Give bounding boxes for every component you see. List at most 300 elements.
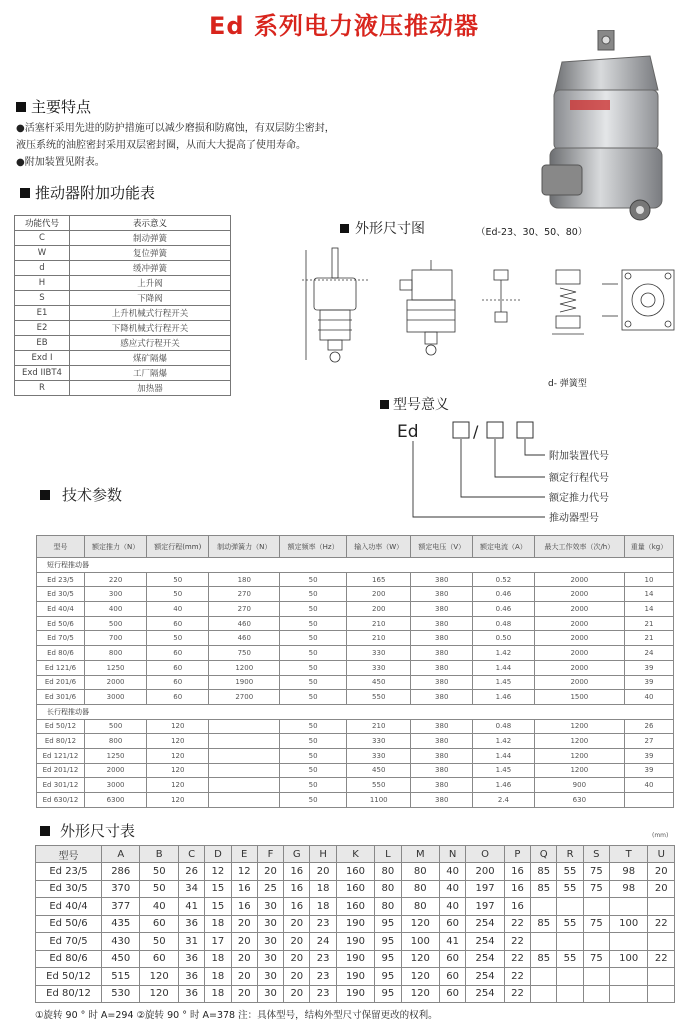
group-label: 短行程推动器 xyxy=(37,558,674,573)
column-header: T xyxy=(609,846,647,863)
value-cell: 75 xyxy=(583,880,609,898)
column-header: P xyxy=(504,846,530,863)
square-bullet-icon xyxy=(340,224,349,233)
model-cell: Ed 70/5 xyxy=(37,631,85,646)
value-cell: 100 xyxy=(401,933,439,951)
column-header: 额定电流（A） xyxy=(473,536,535,558)
value-cell: 50 xyxy=(280,778,347,793)
tech-params-heading: 技术参数 xyxy=(40,484,122,505)
value-cell: 21 xyxy=(624,616,673,631)
value-cell xyxy=(557,985,583,1003)
value-cell: 330 xyxy=(347,748,411,763)
function-meaning-cell: 工厂隔爆 xyxy=(70,366,231,381)
value-cell: 40 xyxy=(440,863,466,881)
value-cell: 380 xyxy=(411,690,473,705)
value-cell: 1.45 xyxy=(473,675,535,690)
value-cell: 39 xyxy=(624,675,673,690)
model-cell: Ed 80/12 xyxy=(36,985,102,1003)
model-cell: Ed 201/12 xyxy=(37,763,85,778)
value-cell xyxy=(609,985,647,1003)
table-row xyxy=(15,291,231,306)
value-cell: 22 xyxy=(504,968,530,986)
function-meaning-cell: 煤矿隔爆 xyxy=(70,351,231,366)
value-cell xyxy=(609,898,647,916)
value-cell: 50 xyxy=(280,631,347,646)
value-cell: 2000 xyxy=(534,675,624,690)
model-cell: Ed 80/6 xyxy=(37,646,85,661)
value-cell: 270 xyxy=(209,602,280,617)
feature-line: ●附加装置见附表。 xyxy=(16,157,105,168)
value-cell: 75 xyxy=(583,915,609,933)
value-cell: 80 xyxy=(375,880,401,898)
value-cell: 2000 xyxy=(534,616,624,631)
value-cell: 23 xyxy=(310,950,336,968)
value-cell: 98 xyxy=(609,863,647,881)
value-cell: 330 xyxy=(347,646,411,661)
column-header: M xyxy=(401,846,439,863)
value-cell: 36 xyxy=(178,968,204,986)
model-cell: Ed 30/5 xyxy=(37,587,85,602)
function-meaning-cell: 缓冲弹簧 xyxy=(70,261,231,276)
model-cell: Ed 121/12 xyxy=(37,748,85,763)
value-cell: 16 xyxy=(504,863,530,881)
column-header: 型号 xyxy=(37,536,85,558)
value-cell: 80 xyxy=(401,863,439,881)
value-cell xyxy=(609,968,647,986)
value-cell: 50 xyxy=(280,793,347,808)
value-cell: 20 xyxy=(231,968,257,986)
table-row xyxy=(15,351,231,366)
column-header: U xyxy=(648,846,675,863)
square-bullet-icon xyxy=(380,400,389,409)
value-cell: 380 xyxy=(411,719,473,734)
value-cell: 34 xyxy=(178,880,204,898)
value-cell xyxy=(531,933,557,951)
value-cell: 20 xyxy=(284,915,310,933)
column-header: G xyxy=(284,846,310,863)
function-code-cell: Exd I xyxy=(15,351,70,366)
value-cell xyxy=(209,748,280,763)
value-cell: 55 xyxy=(557,880,583,898)
value-cell: 95 xyxy=(375,968,401,986)
column-header: 重量（kg） xyxy=(624,536,673,558)
value-cell: 30 xyxy=(257,933,283,951)
function-meaning-cell: 复位弹簧 xyxy=(70,246,231,261)
value-cell: 18 xyxy=(310,898,336,916)
column-header: B xyxy=(140,846,178,863)
value-cell: 1100 xyxy=(347,793,411,808)
table-row xyxy=(37,631,674,646)
outline-drawing-heading: 外形尺寸图 xyxy=(340,218,425,238)
value-cell: 85 xyxy=(531,950,557,968)
model-cell: Ed 23/5 xyxy=(37,572,85,587)
value-cell: 380 xyxy=(411,778,473,793)
value-cell: 15 xyxy=(205,880,231,898)
value-cell: 120 xyxy=(401,985,439,1003)
value-cell xyxy=(531,968,557,986)
value-cell: 50 xyxy=(140,933,178,951)
table-row xyxy=(36,985,675,1003)
value-cell: 60 xyxy=(140,915,178,933)
value-cell: 30 xyxy=(257,898,283,916)
value-cell: 50 xyxy=(280,587,347,602)
table-row xyxy=(36,880,675,898)
value-cell: 75 xyxy=(583,863,609,881)
value-cell: 50 xyxy=(280,660,347,675)
side-view-drawing xyxy=(400,260,455,355)
table-row xyxy=(37,602,674,617)
value-cell: 630 xyxy=(534,793,624,808)
function-code-cell: H xyxy=(15,276,70,291)
column-header: 制动弹簧力（N） xyxy=(209,536,280,558)
column-header: 表示意义 xyxy=(70,216,231,231)
value-cell: 16 xyxy=(284,863,310,881)
value-cell: 160 xyxy=(336,863,374,881)
table-row xyxy=(37,763,674,778)
model-label: 额定推力代号 xyxy=(549,493,609,504)
value-cell: 50 xyxy=(280,616,347,631)
column-header: L xyxy=(375,846,401,863)
value-cell: 1.46 xyxy=(473,778,535,793)
column-header: N xyxy=(440,846,466,863)
value-cell: 30 xyxy=(257,985,283,1003)
column-header: 输入功率（W） xyxy=(347,536,411,558)
value-cell: 380 xyxy=(411,587,473,602)
value-cell: 190 xyxy=(336,950,374,968)
features-text xyxy=(16,120,536,171)
value-cell: 1.42 xyxy=(473,734,535,749)
value-cell: 200 xyxy=(347,587,411,602)
function-code-cell: C xyxy=(15,231,70,246)
column-header: O xyxy=(466,846,504,863)
value-cell: 80 xyxy=(375,898,401,916)
value-cell: 12 xyxy=(205,863,231,881)
model-cell: Ed 40/4 xyxy=(37,602,85,617)
value-cell: 55 xyxy=(557,915,583,933)
function-meaning-cell: 下降阀 xyxy=(70,291,231,306)
value-cell: 30 xyxy=(257,968,283,986)
value-cell: 120 xyxy=(147,719,209,734)
value-cell: 50 xyxy=(147,631,209,646)
value-cell: 36 xyxy=(178,915,204,933)
value-cell: 1900 xyxy=(209,675,280,690)
value-cell xyxy=(609,933,647,951)
value-cell: 1.44 xyxy=(473,660,535,675)
value-cell: 2000 xyxy=(534,646,624,661)
value-cell: 330 xyxy=(347,734,411,749)
value-cell: 20 xyxy=(231,933,257,951)
function-code-cell: W xyxy=(15,246,70,261)
value-cell: 2000 xyxy=(534,572,624,587)
column-header: E xyxy=(231,846,257,863)
table-row xyxy=(15,381,231,396)
value-cell: 210 xyxy=(347,719,411,734)
table-row xyxy=(37,660,674,675)
value-cell xyxy=(648,985,675,1003)
table-row xyxy=(37,616,674,631)
value-cell: 380 xyxy=(411,734,473,749)
value-cell: 27 xyxy=(624,734,673,749)
value-cell: 20 xyxy=(231,950,257,968)
value-cell: 22 xyxy=(504,933,530,951)
model-meaning-heading: 型号意义 xyxy=(380,394,449,414)
value-cell: 2000 xyxy=(534,660,624,675)
value-cell: 50 xyxy=(280,602,347,617)
value-cell: 16 xyxy=(504,880,530,898)
value-cell: 380 xyxy=(411,602,473,617)
value-cell: 30 xyxy=(257,950,283,968)
value-cell: 20 xyxy=(284,985,310,1003)
value-cell: 750 xyxy=(209,646,280,661)
column-header: 额定行程(mm) xyxy=(147,536,209,558)
value-cell: 2000 xyxy=(534,587,624,602)
column-header: D xyxy=(205,846,231,863)
model-label: 额定行程代号 xyxy=(549,473,609,484)
value-cell: 50 xyxy=(280,572,347,587)
group-row xyxy=(37,558,674,573)
value-cell: 85 xyxy=(531,915,557,933)
model-cell: Ed 301/12 xyxy=(37,778,85,793)
value-cell: 60 xyxy=(147,675,209,690)
value-cell: 120 xyxy=(147,778,209,793)
value-cell: 2700 xyxy=(209,690,280,705)
value-cell: 1250 xyxy=(84,660,146,675)
top-view-drawing xyxy=(602,270,674,330)
table-row xyxy=(37,572,674,587)
table-row xyxy=(15,276,231,291)
value-cell: 20 xyxy=(231,915,257,933)
value-cell: 95 xyxy=(375,985,401,1003)
value-cell: 254 xyxy=(466,985,504,1003)
table-row xyxy=(36,933,675,951)
value-cell: 190 xyxy=(336,968,374,986)
value-cell: 20 xyxy=(310,863,336,881)
value-cell: 3000 xyxy=(84,690,146,705)
value-cell xyxy=(531,985,557,1003)
value-cell: 1200 xyxy=(534,719,624,734)
function-meaning-cell: 加热器 xyxy=(70,381,231,396)
value-cell: 20 xyxy=(648,863,675,881)
function-meaning-cell: 上升机械式行程开关 xyxy=(70,306,231,321)
value-cell: 210 xyxy=(347,616,411,631)
value-cell: 14 xyxy=(624,587,673,602)
value-cell xyxy=(209,719,280,734)
value-cell: 50 xyxy=(280,748,347,763)
value-cell: 85 xyxy=(531,863,557,881)
value-cell: 14 xyxy=(624,602,673,617)
value-cell: 40 xyxy=(624,690,673,705)
model-cell: Ed 80/12 xyxy=(37,734,85,749)
value-cell: 60 xyxy=(440,950,466,968)
model-code-diagram xyxy=(395,415,675,530)
value-cell: 95 xyxy=(375,950,401,968)
value-cell xyxy=(557,968,583,986)
value-cell: 20 xyxy=(257,863,283,881)
value-cell: 700 xyxy=(84,631,146,646)
function-meaning-cell: 下降机械式行程开关 xyxy=(70,321,231,336)
model-cell: Ed 30/5 xyxy=(36,880,102,898)
square-bullet-icon xyxy=(40,826,50,836)
value-cell: 270 xyxy=(209,587,280,602)
column-header: 型号 xyxy=(36,846,102,863)
value-cell: 18 xyxy=(205,985,231,1003)
outline-dims-heading: 外形尺寸表 xyxy=(40,820,135,841)
value-cell: 430 xyxy=(102,933,140,951)
value-cell: 200 xyxy=(347,602,411,617)
value-cell: 380 xyxy=(411,748,473,763)
value-cell: 370 xyxy=(102,880,140,898)
value-cell: 85 xyxy=(531,880,557,898)
table-row xyxy=(37,734,674,749)
value-cell: 120 xyxy=(147,793,209,808)
value-cell: 26 xyxy=(178,863,204,881)
function-code-cell: Exd IIBT4 xyxy=(15,366,70,381)
value-cell: 180 xyxy=(209,572,280,587)
value-cell: 900 xyxy=(534,778,624,793)
value-cell: 1200 xyxy=(209,660,280,675)
value-cell: 2000 xyxy=(84,763,146,778)
value-cell: 120 xyxy=(147,763,209,778)
value-cell: 16 xyxy=(231,898,257,916)
value-cell: 39 xyxy=(624,748,673,763)
value-cell: 220 xyxy=(84,572,146,587)
feature-line: ●活塞杆采用先进的防护措施可以减少磨损和防腐蚀，有双层防尘密封， xyxy=(16,123,335,134)
function-meaning-cell: 上升阀 xyxy=(70,276,231,291)
value-cell: 60 xyxy=(440,968,466,986)
value-cell: 100 xyxy=(609,915,647,933)
value-cell: 50 xyxy=(140,863,178,881)
value-cell: 60 xyxy=(140,950,178,968)
value-cell: 165 xyxy=(347,572,411,587)
function-meaning-cell: 制动弹簧 xyxy=(70,231,231,246)
value-cell: 50 xyxy=(280,763,347,778)
value-cell xyxy=(209,734,280,749)
model-cell: Ed 50/12 xyxy=(37,719,85,734)
model-label: 推动器型号 xyxy=(549,513,599,524)
value-cell: 75 xyxy=(583,950,609,968)
value-cell: 20 xyxy=(231,985,257,1003)
table-row xyxy=(15,366,231,381)
table-row xyxy=(36,863,675,881)
table-row xyxy=(37,587,674,602)
square-bullet-icon xyxy=(20,188,30,198)
value-cell: 120 xyxy=(401,968,439,986)
value-cell: 380 xyxy=(411,793,473,808)
value-cell: 0.46 xyxy=(473,587,535,602)
value-cell: 530 xyxy=(102,985,140,1003)
column-header: H xyxy=(310,846,336,863)
value-cell: 380 xyxy=(411,616,473,631)
value-cell xyxy=(583,898,609,916)
value-cell: 2000 xyxy=(84,675,146,690)
value-cell: 120 xyxy=(401,950,439,968)
tech-params-table xyxy=(36,535,674,808)
value-cell: 450 xyxy=(347,763,411,778)
value-cell: 0.52 xyxy=(473,572,535,587)
function-table-heading: 推动器附加功能表 xyxy=(20,182,155,203)
value-cell: 41 xyxy=(440,933,466,951)
value-cell: 40 xyxy=(140,898,178,916)
spring-type-caption: d- 弹簧型 xyxy=(548,379,587,389)
value-cell: 120 xyxy=(140,968,178,986)
value-cell: 380 xyxy=(411,763,473,778)
value-cell xyxy=(648,933,675,951)
value-cell xyxy=(583,968,609,986)
column-header: 额定推力（N） xyxy=(84,536,146,558)
model-cell: Ed 80/6 xyxy=(36,950,102,968)
value-cell: 50 xyxy=(280,646,347,661)
model-cell: Ed 201/6 xyxy=(37,675,85,690)
column-header: S xyxy=(583,846,609,863)
value-cell: 1250 xyxy=(84,748,146,763)
function-table xyxy=(14,215,231,396)
value-cell: 50 xyxy=(280,734,347,749)
outline-drawing-note: （Ed-23、30、50、80） xyxy=(476,227,588,238)
table-row xyxy=(15,306,231,321)
value-cell: 435 xyxy=(102,915,140,933)
value-cell: 80 xyxy=(401,898,439,916)
square-bullet-icon xyxy=(16,102,26,112)
value-cell: 22 xyxy=(504,950,530,968)
value-cell: 800 xyxy=(84,646,146,661)
value-cell: 550 xyxy=(347,690,411,705)
value-cell: 50 xyxy=(147,587,209,602)
value-cell: 380 xyxy=(411,572,473,587)
table-row xyxy=(36,968,675,986)
table-row xyxy=(15,231,231,246)
value-cell: 160 xyxy=(336,880,374,898)
square-bullet-icon xyxy=(40,490,50,500)
table-row xyxy=(36,950,675,968)
value-cell: 0.46 xyxy=(473,602,535,617)
table-row xyxy=(15,321,231,336)
model-cell: Ed 70/5 xyxy=(36,933,102,951)
table-row xyxy=(37,690,674,705)
value-cell: 3000 xyxy=(84,778,146,793)
value-cell xyxy=(557,898,583,916)
value-cell: 24 xyxy=(624,646,673,661)
value-cell: 1200 xyxy=(534,748,624,763)
table-row xyxy=(37,778,674,793)
value-cell: 25 xyxy=(257,880,283,898)
model-label: 附加装置代号 xyxy=(549,451,609,462)
value-cell: 500 xyxy=(84,719,146,734)
spring-detail-drawing xyxy=(552,270,584,334)
model-cell: Ed 23/5 xyxy=(36,863,102,881)
value-cell: 18 xyxy=(310,880,336,898)
column-header: 最大工作效率（次/h） xyxy=(534,536,624,558)
function-meaning-cell: 感应式行程开关 xyxy=(70,336,231,351)
value-cell: 330 xyxy=(347,660,411,675)
group-row xyxy=(37,704,674,719)
value-cell: 50 xyxy=(147,572,209,587)
value-cell: 50 xyxy=(280,719,347,734)
value-cell: 24 xyxy=(310,933,336,951)
value-cell: 40 xyxy=(440,880,466,898)
value-cell: 22 xyxy=(504,915,530,933)
value-cell: 40 xyxy=(147,602,209,617)
value-cell: 460 xyxy=(209,631,280,646)
value-cell: 17 xyxy=(205,933,231,951)
value-cell: 200 xyxy=(466,863,504,881)
outline-dims-table xyxy=(35,845,675,1003)
value-cell: 190 xyxy=(336,915,374,933)
value-cell: 36 xyxy=(178,985,204,1003)
page-title: Ed 系列电力液压推动器 xyxy=(209,12,479,40)
value-cell: 55 xyxy=(557,950,583,968)
function-code-cell: R xyxy=(15,381,70,396)
value-cell: 40 xyxy=(440,898,466,916)
